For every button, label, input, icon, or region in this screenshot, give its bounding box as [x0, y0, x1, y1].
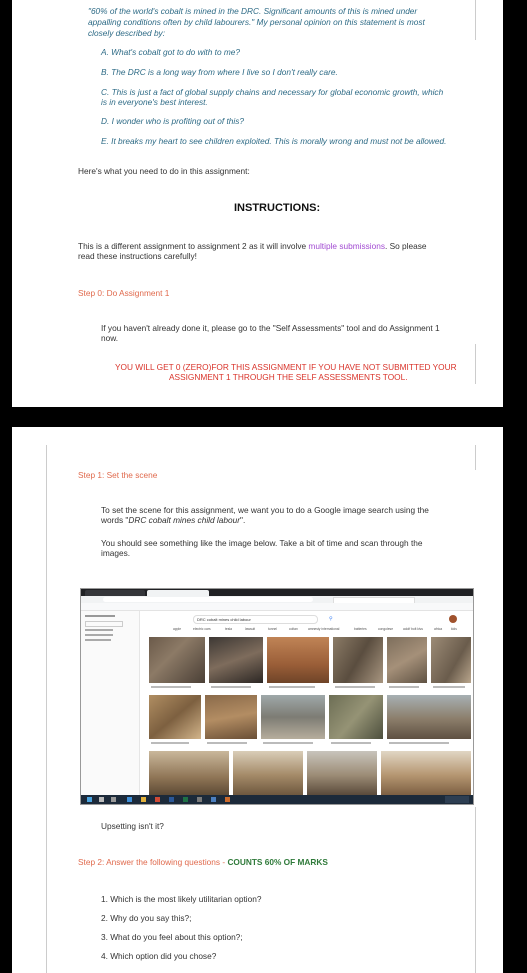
image-caption — [151, 686, 191, 688]
clock-tray — [445, 796, 469, 803]
result-image — [149, 751, 229, 795]
browser-toolbar — [81, 596, 473, 603]
excel-icon — [183, 797, 188, 802]
multiple-submissions-highlight: multiple submissions — [308, 241, 385, 251]
panel-line — [85, 629, 113, 631]
step1-text-part: words " — [101, 515, 129, 525]
result-image — [329, 695, 383, 739]
step0-text-continued: now. — [101, 333, 119, 343]
option-a: A. What's cobalt got to do with to me? — [101, 47, 241, 57]
chip: batteries — [354, 627, 367, 631]
avatar — [449, 615, 457, 623]
question-item: 4. Which option did you chose? — [101, 951, 217, 961]
chip: adolf bolt kivu — [403, 627, 424, 631]
search-icon — [99, 797, 104, 802]
margin-rule-left — [46, 445, 47, 973]
image-caption — [389, 686, 419, 688]
result-image — [209, 637, 263, 683]
question-line: closely described by: — [88, 28, 166, 38]
question-line: "60% of the world's cobalt is mined in the DRC. Significant amounts of this is mined under — [88, 6, 418, 16]
margin-rule — [475, 344, 476, 384]
panel-line — [85, 615, 115, 617]
margin-rule — [475, 0, 476, 40]
related-searches-chips — [141, 625, 471, 633]
result-image — [387, 637, 427, 683]
result-image — [149, 695, 201, 739]
result-image — [431, 637, 471, 683]
chip: apple — [173, 627, 182, 631]
instructions-heading: INSTRUCTIONS: — [234, 202, 321, 214]
step0-heading: Step 0: Do Assignment 1 — [78, 288, 170, 298]
result-image — [261, 695, 325, 739]
margin-rule-right — [475, 807, 476, 973]
address-bar — [103, 597, 313, 602]
step1-text: To set the scene for this assignment, we want you to do a Google image search using the — [101, 505, 429, 515]
folder-icon — [141, 797, 146, 802]
option-e: E. It breaks my heart to see children exploited. This is morally wrong and must not be allowed. — [101, 136, 447, 146]
image-caption — [269, 686, 315, 688]
option-c: C. This is just a fact of global supply chains and necessary for global economic growth, which — [101, 87, 444, 97]
chip: amnesty international — [308, 627, 340, 631]
question-item: 2. Why do you say this?; — [101, 913, 192, 923]
result-image — [307, 751, 377, 795]
warning-line-1: YOU WILL GET 0 (ZERO)FOR THIS ASSIGNMENT IF YOU HAVE NOT SUBMITTED YOUR — [115, 362, 457, 372]
option-c-continued: is in everyone's best interest. — [101, 97, 208, 107]
chip: electric cars — [193, 627, 211, 631]
google-search-box: DRC cobalt mines child labour — [193, 615, 318, 624]
marks-label: COUNTS 60% OF MARKS — [227, 857, 328, 867]
margin-rule-right — [475, 445, 476, 470]
image-caption — [207, 742, 247, 744]
intro-text: Here's what you need to do in this assignment: — [78, 166, 250, 176]
warning-line-2: ASSIGNMENT 1 THROUGH THE SELF ASSESSMENTS TOOL. — [169, 372, 408, 382]
result-image — [149, 637, 205, 683]
bookmarks-bar — [81, 603, 473, 611]
chip: lawsuit — [245, 627, 256, 631]
panel-line — [85, 639, 111, 641]
image-caption — [263, 742, 313, 744]
image-caption — [433, 686, 465, 688]
option-b: B. The DRC is a long way from where I live so I don't really care. — [101, 67, 338, 77]
edge-icon — [127, 797, 132, 802]
step2-heading-text: Step 2: Answer the following questions - — [78, 857, 228, 867]
panel-search — [85, 621, 123, 627]
image-caption — [335, 686, 375, 688]
task-view-icon — [111, 797, 116, 802]
chip: africa — [434, 627, 443, 631]
option-d: D. I wonder who is profiting out of this? — [101, 116, 244, 126]
image-caption — [151, 742, 189, 744]
result-image — [387, 695, 471, 739]
image-caption — [389, 742, 449, 744]
image-caption — [331, 742, 371, 744]
result-image — [267, 637, 329, 683]
app-icon — [211, 797, 216, 802]
result-image — [205, 695, 257, 739]
browser-tab-bar — [81, 589, 473, 596]
step1-heading: Step 1: Set the scene — [78, 470, 158, 480]
panel-line — [85, 634, 113, 636]
question-line: appalling conditions often by child labourers." My personal opinion on this statement is most — [88, 17, 425, 27]
result-image — [233, 751, 303, 795]
paragraph-text: This is a different assignment to assignment 2 as it will involve — [78, 241, 309, 251]
app-icon — [225, 797, 230, 802]
chip: tesla — [225, 627, 232, 631]
search-icon: ⚲ — [329, 616, 333, 622]
step1-instruction: You should see something like the image below. Take a bit of time and scan through the — [101, 538, 423, 548]
google-images-screenshot — [80, 588, 474, 805]
image-caption — [211, 686, 251, 688]
step0-text: If you haven't already done it, please go to the "Self Assessments" tool and do Assignment 1 — [101, 323, 440, 333]
chip: tunnel — [268, 627, 277, 631]
step1-instruction-continued: images. — [101, 548, 131, 558]
chip: coltan — [289, 627, 298, 631]
word-icon — [169, 797, 174, 802]
document-page-1 — [12, 0, 503, 407]
windows-taskbar — [81, 795, 473, 804]
chip: kids — [451, 627, 457, 631]
app-icon — [197, 797, 202, 802]
question-item: 1. Which is the most likely utilitarian option? — [101, 894, 262, 904]
chrome-icon — [155, 797, 160, 802]
result-image — [333, 637, 383, 683]
question-item: 3. What do you feel about this option?; — [101, 932, 243, 942]
result-image — [381, 751, 471, 795]
chip: congolese — [378, 627, 394, 631]
paragraph-text: . So please — [384, 241, 427, 251]
step1-text-continued — [101, 516, 245, 526]
upsetting-text: Upsetting isn't it? — [101, 821, 164, 831]
step2-heading — [78, 857, 328, 867]
instructions-paragraph-line2: read these instructions carefully! — [78, 251, 197, 261]
start-icon — [87, 797, 92, 802]
bookmarks-side-panel — [81, 611, 140, 795]
step1-text-part: ". — [240, 515, 246, 525]
search-phrase: DRC cobalt mines child labour — [128, 515, 240, 525]
